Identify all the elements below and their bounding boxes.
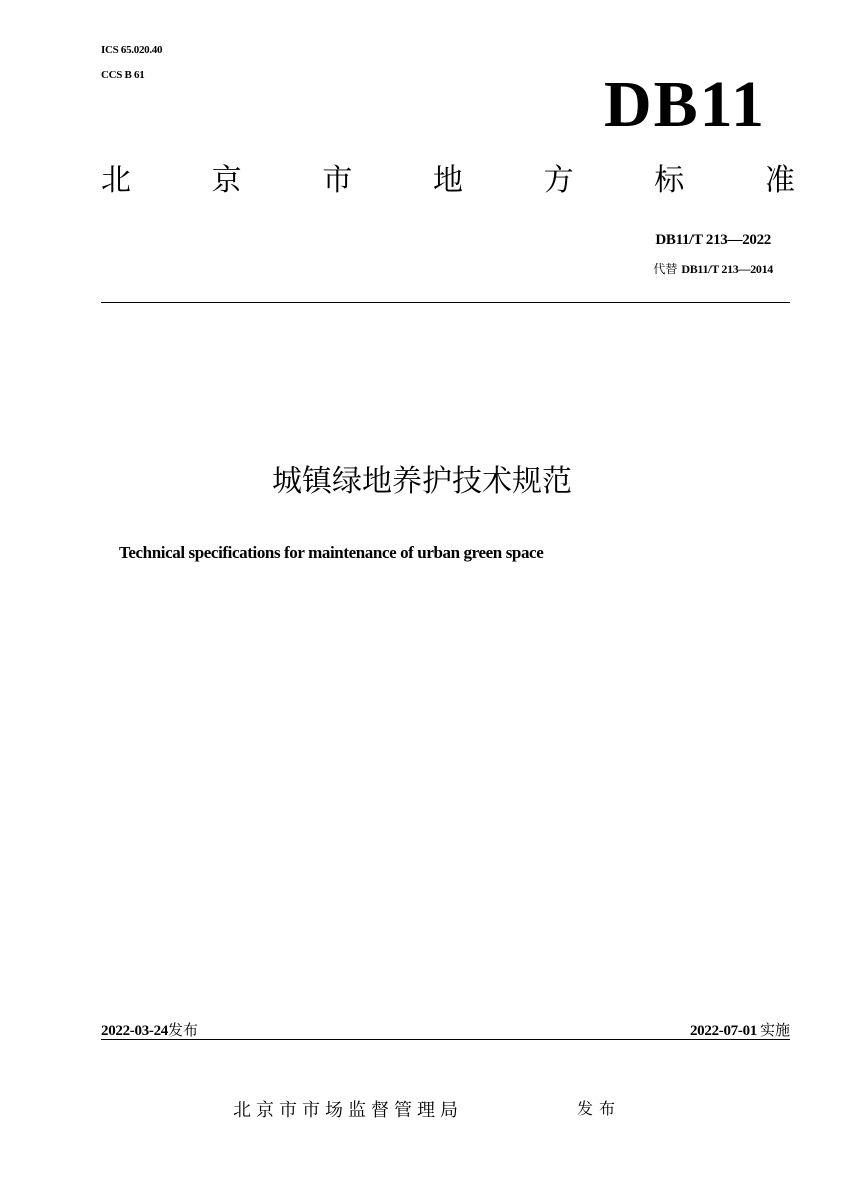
publish-label: 发布 [168,1021,199,1039]
issue-word: 发布 [577,1099,622,1118]
title-chinese: 城镇绿地养护技术规范 [272,464,572,499]
publish-date-line [101,1019,198,1040]
issuer: 北京市市场监督管理局 [233,1100,463,1121]
standard-type-char: 北 [101,163,131,198]
db11-logo: DB11 [603,68,766,141]
replaces-number: DB11/T 213—2014 [681,262,773,276]
standard-type [101,163,795,198]
footer-divider [101,1039,790,1040]
standard-type-char: 方 [543,163,574,198]
implement-date-line [690,1019,790,1040]
title-english: Technical specifications for maintenance of urban green space [119,543,544,562]
publish-date: 2022-03-24 [101,1023,168,1039]
standard-type-char: 地 [432,163,463,198]
implement-label: 实施 [759,1021,790,1039]
ics-code: ICS 65.020.40 [101,44,163,56]
replaces-label: 代替 [653,262,678,276]
standard-type-char: 准 [764,163,795,198]
replaces-line [653,260,773,277]
header-divider [101,302,790,303]
standard-number: DB11/T 213—2022 [655,232,771,248]
implement-date: 2022-07-01 [689,1023,757,1039]
standard-type-char: 京 [211,163,242,198]
ccs-code: CCS B 61 [101,69,145,81]
standard-type-char: 市 [322,163,353,198]
standard-type-char: 标 [654,163,685,198]
